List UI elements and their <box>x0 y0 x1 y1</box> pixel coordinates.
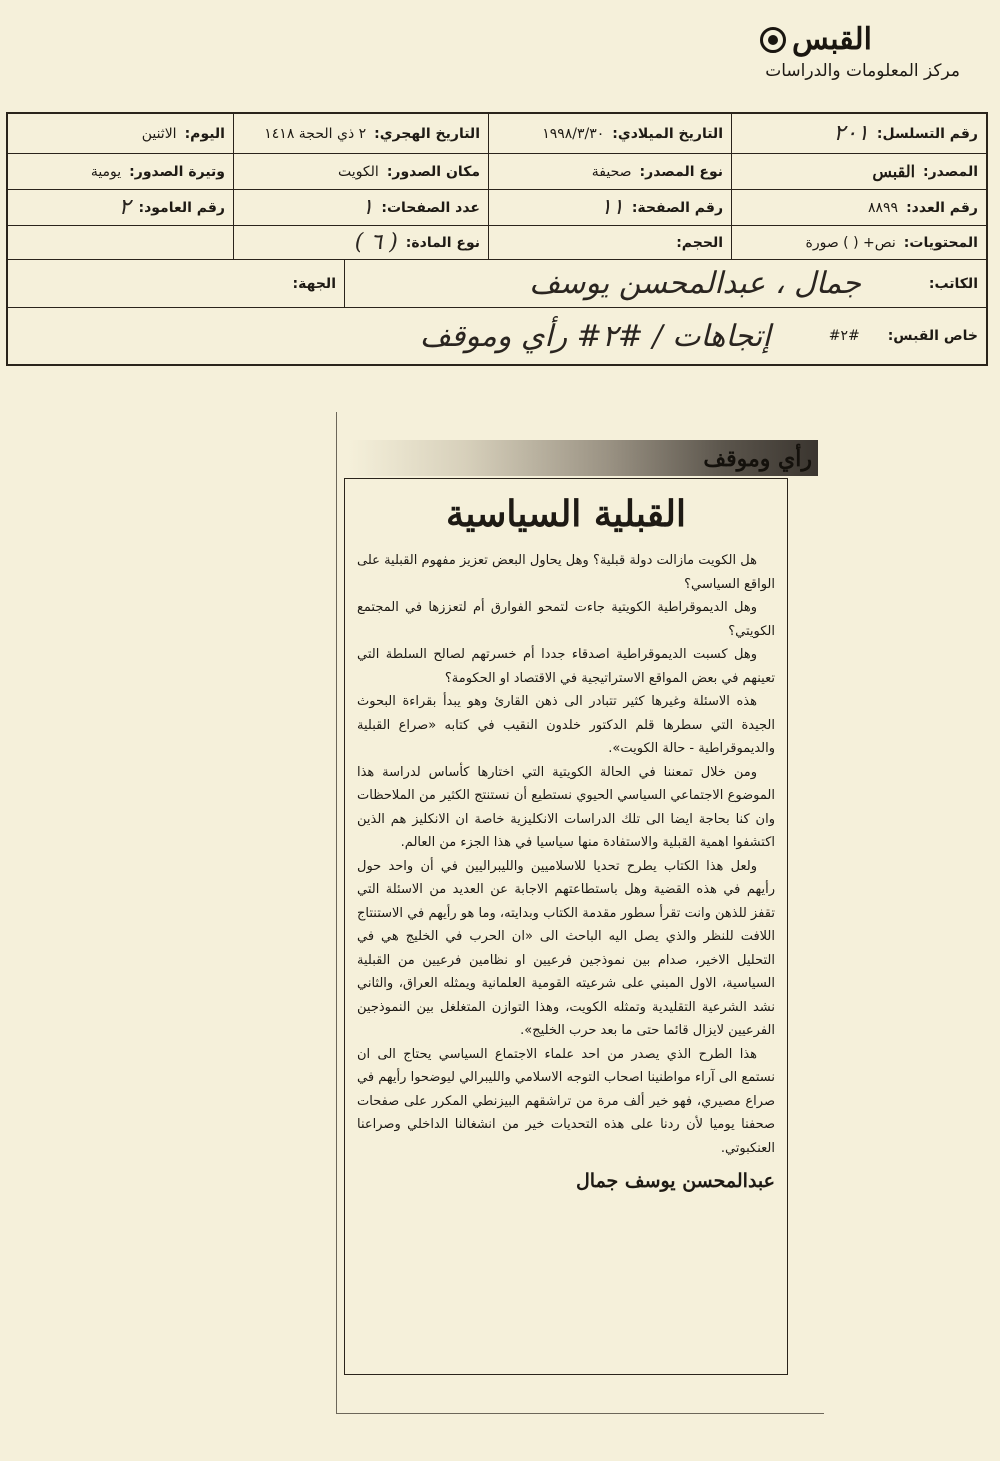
serial-label: رقم التسلسل: <box>876 125 978 142</box>
issue-label: رقم العدد: <box>906 199 978 216</box>
special-value: إتجاهات / #٢# رأي وموقف <box>419 318 771 354</box>
form-row-writer <box>8 260 986 308</box>
page-number-cell <box>488 190 731 225</box>
sun-icon <box>760 27 786 53</box>
writer-label: الكاتب: <box>928 275 978 292</box>
day-value: الاثنين <box>141 125 177 142</box>
column-banner <box>348 440 818 476</box>
special-cell <box>8 308 986 364</box>
material-type-label: نوع المادة: <box>405 234 480 251</box>
brand-logo-text: القبس <box>792 22 872 57</box>
form-row-issue <box>8 190 986 226</box>
writer-value: جمال ، عبدالمحسن يوسف <box>529 266 861 301</box>
frequency-cell <box>8 154 233 189</box>
frequency-label: وتيرة الصدور: <box>129 163 225 180</box>
gregorian-date-value: ١٩٩٨/٣/٣٠ <box>542 125 605 142</box>
form-row-special <box>8 308 986 364</box>
column-value: ٢ <box>118 195 131 220</box>
brand-header <box>760 22 960 110</box>
source-label: المصدر: <box>923 163 978 180</box>
form-row-source <box>8 154 986 190</box>
frequency-value: يومية <box>90 163 122 180</box>
article-paragraph: هذا الطرح الذي يصدر من احد علماء الاجتماع السياسي يحتاج الى ان نستمع الى آراء مواطنينا اصحاب التوجه الاسلامي والليبرالي ليوضحوا رأيهم في صراع مصيري، فهو خير ألف مرة من تراشقهم البيزنطي المكرر على صفحات صحفنا يوميا لأن ردنا على هذه التحديات خير من انشغالنا الداخلي وصراعنا العنكبوتي. <box>357 1046 775 1156</box>
article-body <box>357 549 775 1160</box>
article-paragraph: هذه الاسئلة وغيرها كثير تتبادر الى ذهن القارئ وهو يبدأ بقراءة البحوث الجيدة التي سطرها قلم الدكتور خلدون النقيب في كتابه «صراع القبلية والديموقراطية - حالة الكويت». <box>357 694 775 756</box>
entity-cell <box>8 260 344 307</box>
page-number-value: ١١ <box>600 195 624 220</box>
special-label: خاص القبس: <box>887 328 978 344</box>
article-paragraph: هل الكويت مازالت دولة قبلية؟ وهل يحاول البعض تعزيز مفهوم القبلية على الواقع السياسي؟ <box>357 553 775 592</box>
article-paragraph: ولعل هذا الكتاب يطرح تحديا للاسلاميين والليبراليين في أن واحد حول رأيهم في هذه القضية وهل باستطاعتهم الاجابة عن العديد من الاسئلة التي تقفز للذهن وانت تقرأ سطور مقدمة الكتاب وبدايته، وما هو رأيهم في الاستنتاج اللافت للنظر والذي يصل اليه الباحث الى «ان الحرب في الخليج هي في التحليل الاخير، صدام بين نموذجين فرعيين او نظامين فرعيين من القبلية السياسية، الاول المبني على شرعيته القومية العلمانية ويمثله العراق، والثاني نشد الشرعية التقليدية وتمثله الكويت، وهذا التوازن المتغلغل بين النموذجين الفرعيين لايزال قائما حتى ما بعد حرب الخليج». <box>357 858 775 1038</box>
day-label: اليوم: <box>184 125 225 142</box>
page-number-label: رقم الصفحة: <box>631 199 723 216</box>
source-type-cell <box>488 154 731 189</box>
page-count-cell <box>233 190 488 225</box>
hijri-date-cell <box>233 114 488 153</box>
hijri-date-label: التاريخ الهجري: <box>374 125 480 142</box>
material-type-cell <box>233 226 488 259</box>
form-row-contents <box>8 226 986 260</box>
entity-label: الجهة: <box>292 275 336 292</box>
contents-label: المحتويات: <box>903 234 978 251</box>
place-value: الكويت <box>338 163 379 180</box>
article-paragraph: وهل الديموقراطية الكويتية جاءت لتمحو الفوارق أم لتعززها في المجتمع الكويتي؟ <box>357 600 775 639</box>
size-label: الحجم: <box>676 234 723 251</box>
place-label: مكان الصدور: <box>386 163 480 180</box>
form-row-dates <box>8 114 986 154</box>
gregorian-date-cell <box>488 114 731 153</box>
serial-cell <box>731 114 986 153</box>
gregorian-date-label: التاريخ الميلادي: <box>612 125 723 142</box>
article-title: القبلية السياسية <box>446 493 686 535</box>
place-cell <box>233 154 488 189</box>
column-label: رقم العامود: <box>138 199 225 216</box>
special-code: #٢# <box>828 328 860 344</box>
article-paragraph: وهل كسبت الديموقراطية اصدقاء جددا أم خسرتهم لصالح السلطة التي تعينهم في بعض المواقع الاستراتيجية في الاقتصاد او الحكومة؟ <box>357 647 775 686</box>
page-count-value: ١ <box>361 195 374 220</box>
contents-value: نص+ ( ) صورة <box>805 234 896 251</box>
source-type-value: صحيفة <box>591 163 632 180</box>
day-cell <box>8 114 233 153</box>
empty-cell <box>8 226 233 259</box>
writer-cell <box>344 260 986 307</box>
material-type-value: ( ٦ ) <box>354 230 398 255</box>
metadata-form <box>6 112 988 366</box>
issue-cell <box>731 190 986 225</box>
hijri-date-value: ٢ ذي الحجة ١٤١٨ <box>264 125 367 142</box>
brand-logo <box>760 22 960 57</box>
article <box>344 478 788 1375</box>
source-value: القبس <box>872 162 916 181</box>
source-type-label: نوع المصدر: <box>639 163 723 180</box>
article-paragraph: ومن خلال تمعننا في الحالة الكويتية التي اختارها كأساس لدراسة هذا الموضوع الاجتماعي السياسي الحيوي نستطيع أن نستنتج الكثير من الملاحظات وان كنا بحاجة ايضا الى تلك الدراسات الانكليزية خاصة ان الانكليز هم الذين اكتشفوا اهمية القبلية والاستفادة منها سياسيا في هذا الجزء من العالم. <box>357 764 775 850</box>
contents-cell <box>731 226 986 259</box>
size-cell <box>488 226 731 259</box>
article-signature: عبدالمحسن يوسف جمال <box>575 1170 775 1192</box>
source-cell <box>731 154 986 189</box>
column-cell <box>8 190 233 225</box>
issue-value: ٨٨٩٩ <box>868 199 899 216</box>
column-banner-text: رأي وموقف <box>703 446 812 472</box>
brand-subtitle: مركز المعلومات والدراسات <box>765 61 960 81</box>
serial-value: ٢٠١ <box>833 121 869 146</box>
page-count-label: عدد الصفحات: <box>381 199 480 216</box>
